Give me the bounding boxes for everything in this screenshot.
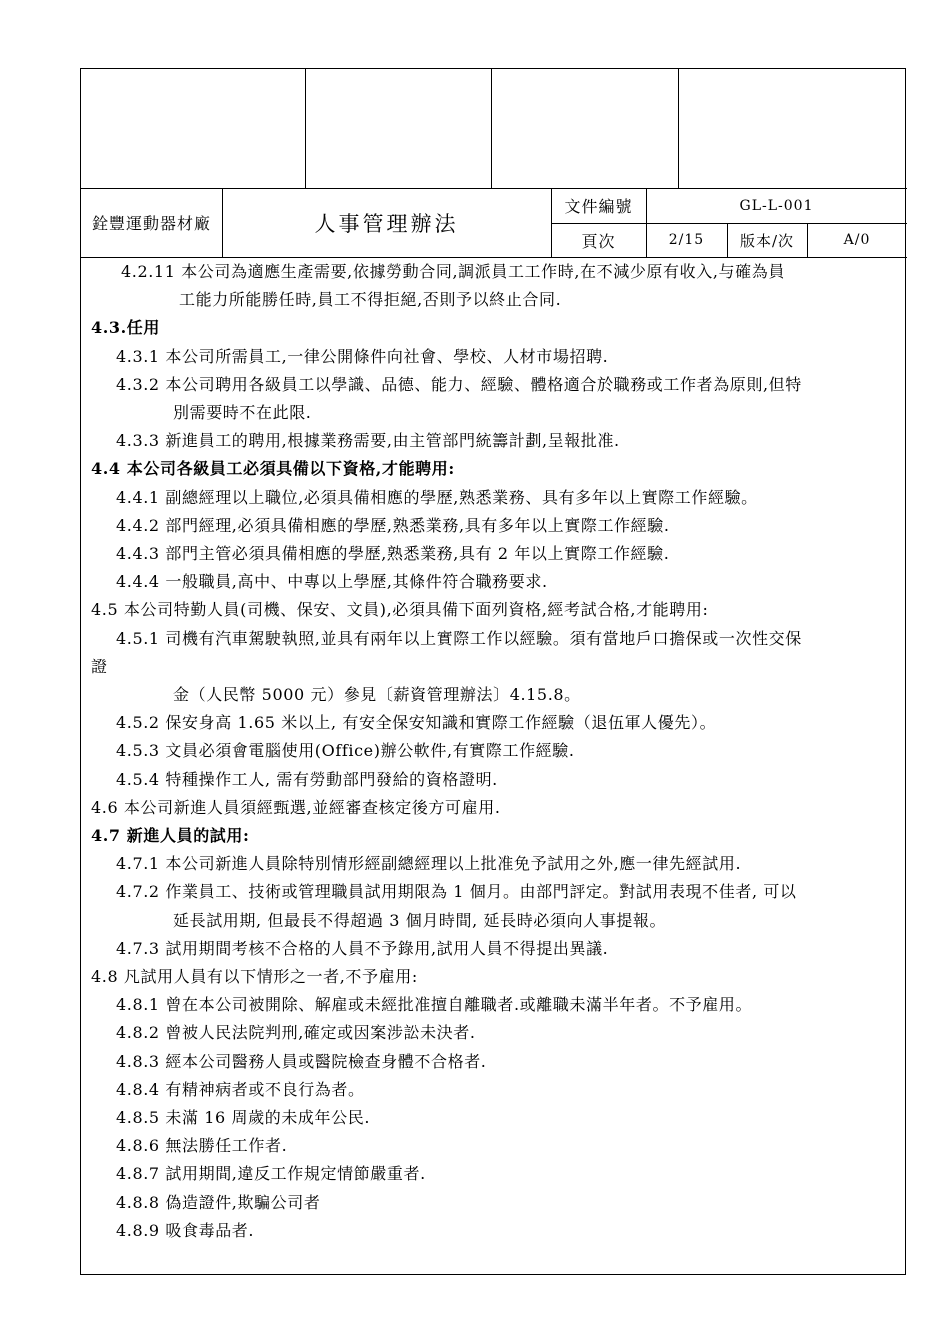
text-line: 4.8.5 未滿 16 周歲的未成年公民.	[116, 1108, 371, 1127]
text-line: 4.5.2 保安身高 1.65 米以上, 有安全保安知識和實際工作經驗（退伍軍人優先）。	[116, 713, 717, 733]
text-line: 4.2.11 本公司為適應生產需要,依據勞動合同,調派員工工作時,在不減少原有收入,与確為員	[121, 262, 785, 281]
version-label: 版本/次	[739, 231, 795, 250]
text-line: 4.5.1 司機有汽車駕駛執照,並具有兩年以上實際工作以經驗。須有當地戶口擔保或一次性交保	[116, 628, 802, 648]
text-line: 4.4 本公司各級員工必須具備以下資格,才能聘用:	[91, 459, 455, 479]
text-line: 4.4.3 部門主管必須具備相應的學歷,熟悉業務,具有 2 年以上實際工作經驗.	[116, 544, 670, 563]
text-line: 4.5.3 文員必須會電腦使用(Office)辦公軟件,有實際工作經驗.	[116, 741, 575, 761]
version-value: A/0	[843, 232, 871, 248]
text-line: 4.5.4 特種操作工人, 需有勞動部門發給的資格證明.	[116, 769, 498, 789]
page-value: 2/15	[668, 232, 705, 248]
text-line: 4.7.3 試用期間考核不合格的人員不予錄用,試用人員不得提出異議.	[116, 938, 609, 958]
doc-number-value: GL-L-001	[739, 197, 814, 214]
text-line: 證	[91, 656, 108, 676]
text-line: 4.3.2 本公司聘用各級員工以學識、品德、能力、經驗、體格適合於職務或工作者為原則,但特	[116, 374, 802, 394]
text-line: 延長試用期, 但最長不得超過 3 個月時間, 延長時必須向人事提報。	[173, 910, 667, 930]
text-line: 4.7 新進人員的試用:	[91, 826, 250, 845]
text-line: 4.8.6 無法勝任工作者.	[116, 1136, 288, 1156]
doc-number-label: 文件編號	[564, 197, 633, 216]
text-line: 4.3.1 本公司所需員工,一律公開條件向社會、學校、人材市場招聘.	[116, 346, 609, 366]
page-label: 頁次	[581, 231, 616, 251]
text-line: 4.4.1 副總經理以上職位,必須具備相應的學歷,熟悉業務、具有多年以上實際工作經驗。	[116, 487, 758, 507]
text-line: 4.8.4 有精神病者或不良行為者。	[116, 1079, 365, 1099]
text-line: 4.8.2 曾被人民法院判刑,確定或因案涉訟未決者.	[116, 1023, 476, 1043]
text-line: 4.3.任用	[91, 318, 161, 338]
text-line: 4.8.9 吸食毒品者.	[116, 1220, 255, 1240]
text-line: 4.8.8 偽造證件,欺騙公司者	[116, 1192, 321, 1212]
company-name: 銓豐運動器材廠	[91, 214, 211, 233]
document-page	[80, 68, 906, 1275]
grid-line	[491, 69, 492, 188]
text-line: 4.5 本公司特勤人員(司機、保安、文員),必須具備下面列資格,經考試合格,才能聘用:	[91, 600, 709, 620]
text-line: 4.8.3 經本公司醫務人員或醫院檢查身體不合格者.	[116, 1051, 487, 1071]
text-line: 4.7.1 本公司新進人員除特別情形經副總經理以上批准免予試用之外,應一律先經試用.	[116, 854, 742, 874]
text-line: 別需要時不在此限.	[173, 403, 312, 422]
text-line: 4.8.1 曾在本公司被開除、解雇或未經批准擅自離職者.或離職未滿半年者。不予雇用。	[116, 995, 753, 1015]
text-line: 4.6 本公司新進人員須經甄選,並經審查核定後方可雇用.	[91, 797, 501, 817]
grid-line	[678, 69, 679, 188]
text-line: 4.8.7 試用期間,違反工作規定情節嚴重者.	[116, 1164, 426, 1184]
grid-line	[305, 69, 306, 188]
text-line: 工能力所能勝任時,員工不得拒絕,否則予以終止合同.	[179, 290, 562, 310]
document-title: 人事管理辦法	[314, 211, 459, 236]
text-line: 4.4.4 一般職員,高中、中專以上學歷,其條件符合職務要求.	[116, 572, 548, 592]
text-line: 4.4.2 部門經理,必須具備相應的學歷,熟悉業務,具有多年以上實際工作經驗.	[116, 515, 670, 535]
grid-line	[81, 257, 907, 258]
text-line: 4.7.2 作業員工、技術或管理職員試用期限為 1 個月。由部門評定。對試用表現不佳者, 可以	[116, 882, 797, 902]
text-line: 4.8 凡試用人員有以下情形之一者,不予雇用:	[91, 967, 418, 986]
text-line: 4.3.3 新進員工的聘用,根據業務需要,由主管部門統籌計劃,呈報批准.	[116, 431, 620, 451]
text-line: 金（人民幣 5000 元）參見〔薪資管理辦法〕4.15.8。	[173, 685, 581, 704]
